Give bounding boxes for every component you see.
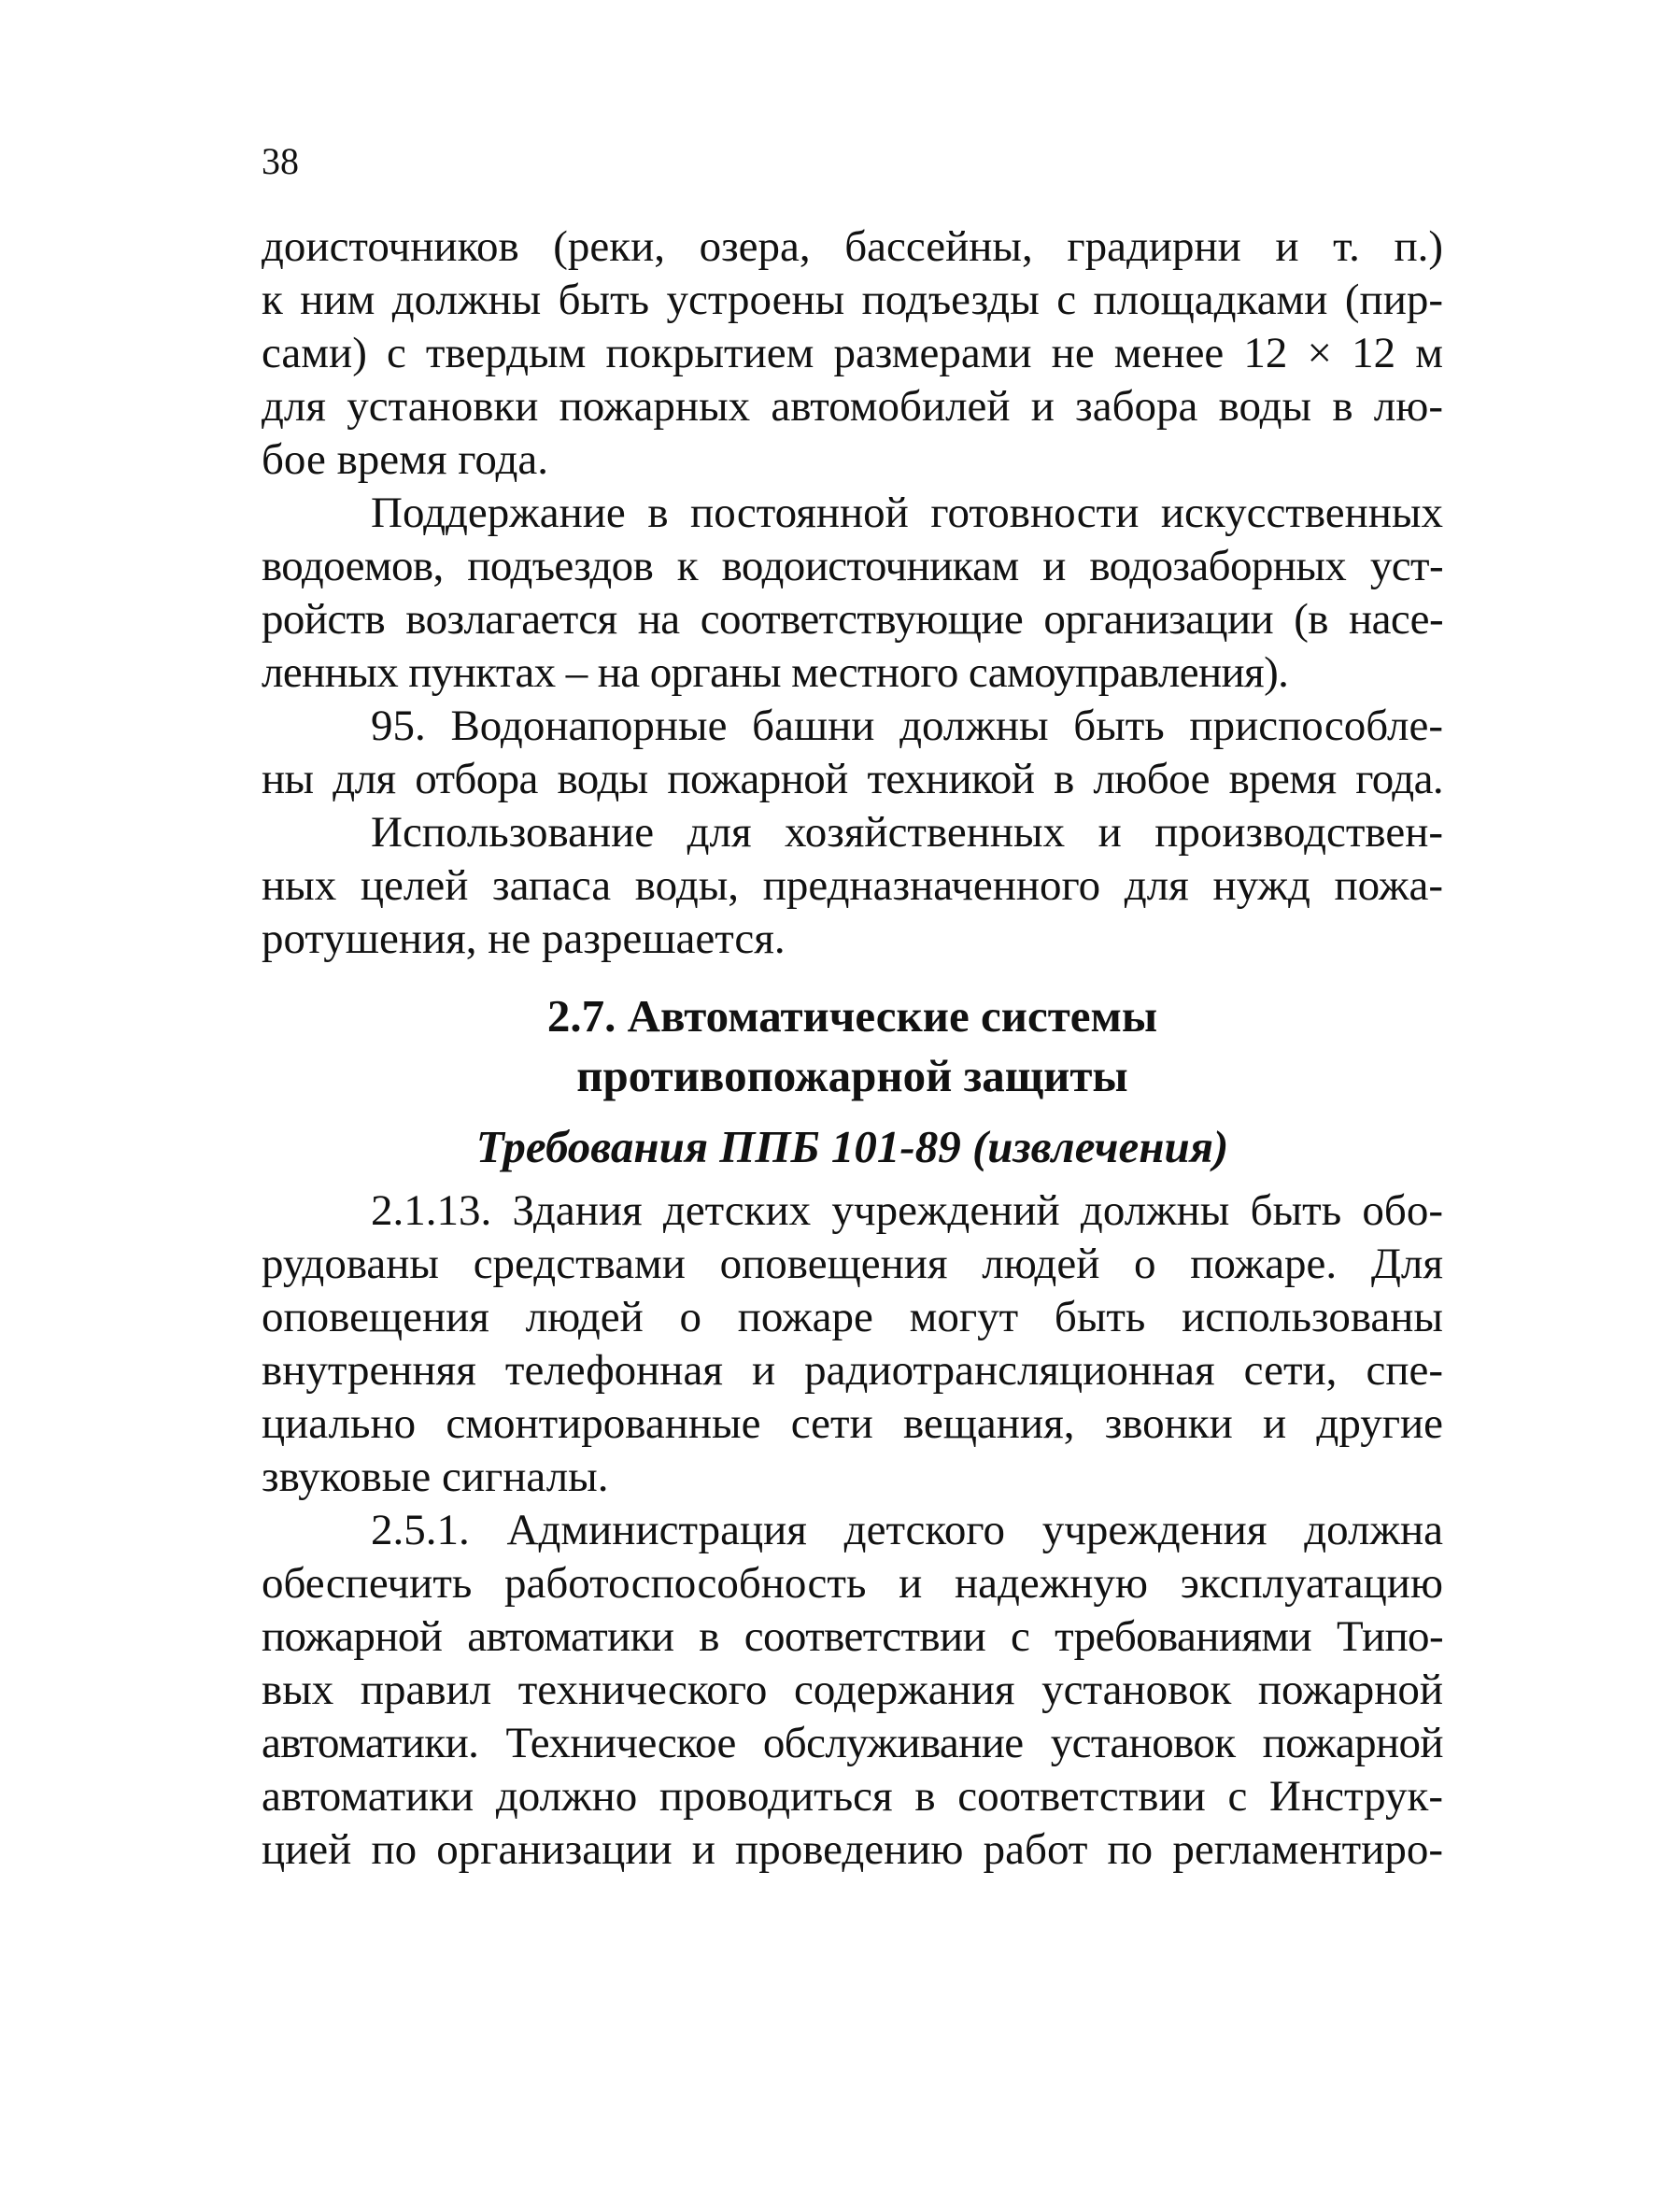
- text-line: Использование для хозяйственных и производствен-: [371, 808, 1443, 857]
- text-line: обеспечить работоспособность и надежную эксплуатацию: [262, 1559, 1443, 1608]
- text-line: звуковые сигналы.: [262, 1453, 609, 1501]
- text-line: бое время года.: [262, 435, 549, 484]
- text-line: ленных пунктах – на органы местного самоуправления).: [262, 648, 1289, 697]
- text-line: ротушения, не разрешается.: [262, 915, 786, 963]
- text-line: рудованы средствами оповещения людей о пожаре. Для: [262, 1240, 1443, 1288]
- text-line: автоматики. Техническое обслуживание установок пожарной: [262, 1719, 1443, 1767]
- page-body: [262, 220, 1443, 1877]
- text-line: 95. Водонапорные башни должны быть приспособле-: [371, 702, 1443, 750]
- section-heading-line: противопожарной защиты: [576, 1050, 1128, 1101]
- section-heading: [262, 986, 1443, 1106]
- text-line: водоемов, подъездов к водоисточникам и водозаборных уст-: [262, 542, 1443, 590]
- text-line: внутренняя телефонная и радиотрансляционная сети, спе-: [262, 1346, 1443, 1395]
- paragraph: [262, 487, 1443, 700]
- text-line: ны для отбора воды пожарной техникой в любое время года.: [262, 755, 1443, 803]
- text-line: доисточников (реки, озера, бассейны, градирни и т. п.): [262, 222, 1443, 271]
- text-line: для установки пожарных автомобилей и забора воды в лю-: [262, 382, 1443, 431]
- subheading: Требования ППБ 101-89 (извлечения): [475, 1121, 1229, 1172]
- paragraph: [262, 806, 1443, 966]
- paragraph: [262, 1504, 1443, 1877]
- text-line: ных целей запаса воды, предназначенного для нужд пожа-: [262, 861, 1443, 910]
- paragraph: [262, 700, 1443, 806]
- text-line: циально смонтированные сети вещания, звонки и другие: [262, 1399, 1443, 1448]
- section-heading-line: 2.7. Автоматические системы: [546, 990, 1158, 1042]
- text-line: оповещения людей о пожаре могут быть использованы: [262, 1293, 1443, 1341]
- text-line: к ним должны быть устроены подъезды с площадками (пир-: [262, 276, 1443, 324]
- text-line: ройств возлагается на соответствующие организации (в насе-: [262, 595, 1443, 644]
- text-line: автоматики должно проводиться в соответствии с Инструк-: [262, 1772, 1443, 1821]
- text-line: цией по организации и проведению работ по регламентиро-: [262, 1825, 1443, 1874]
- text-line: 2.5.1. Администрация детского учреждения должна: [371, 1506, 1443, 1554]
- text-line: сами) с твердым покрытием размерами не менее 12 × 12 м: [262, 329, 1443, 377]
- paragraph: [262, 220, 1443, 487]
- text-line: пожарной автоматики в соответствии с требованиями Типо-: [262, 1612, 1443, 1661]
- paragraph: [262, 1184, 1443, 1504]
- text-line: Поддержание в постоянной готовности искусственных: [371, 489, 1443, 537]
- text-line: 2.1.13. Здания детских учреждений должны быть обо-: [371, 1186, 1443, 1235]
- text-line: вых правил технического содержания установок пожарной: [262, 1666, 1443, 1714]
- page-number: 38: [262, 140, 299, 182]
